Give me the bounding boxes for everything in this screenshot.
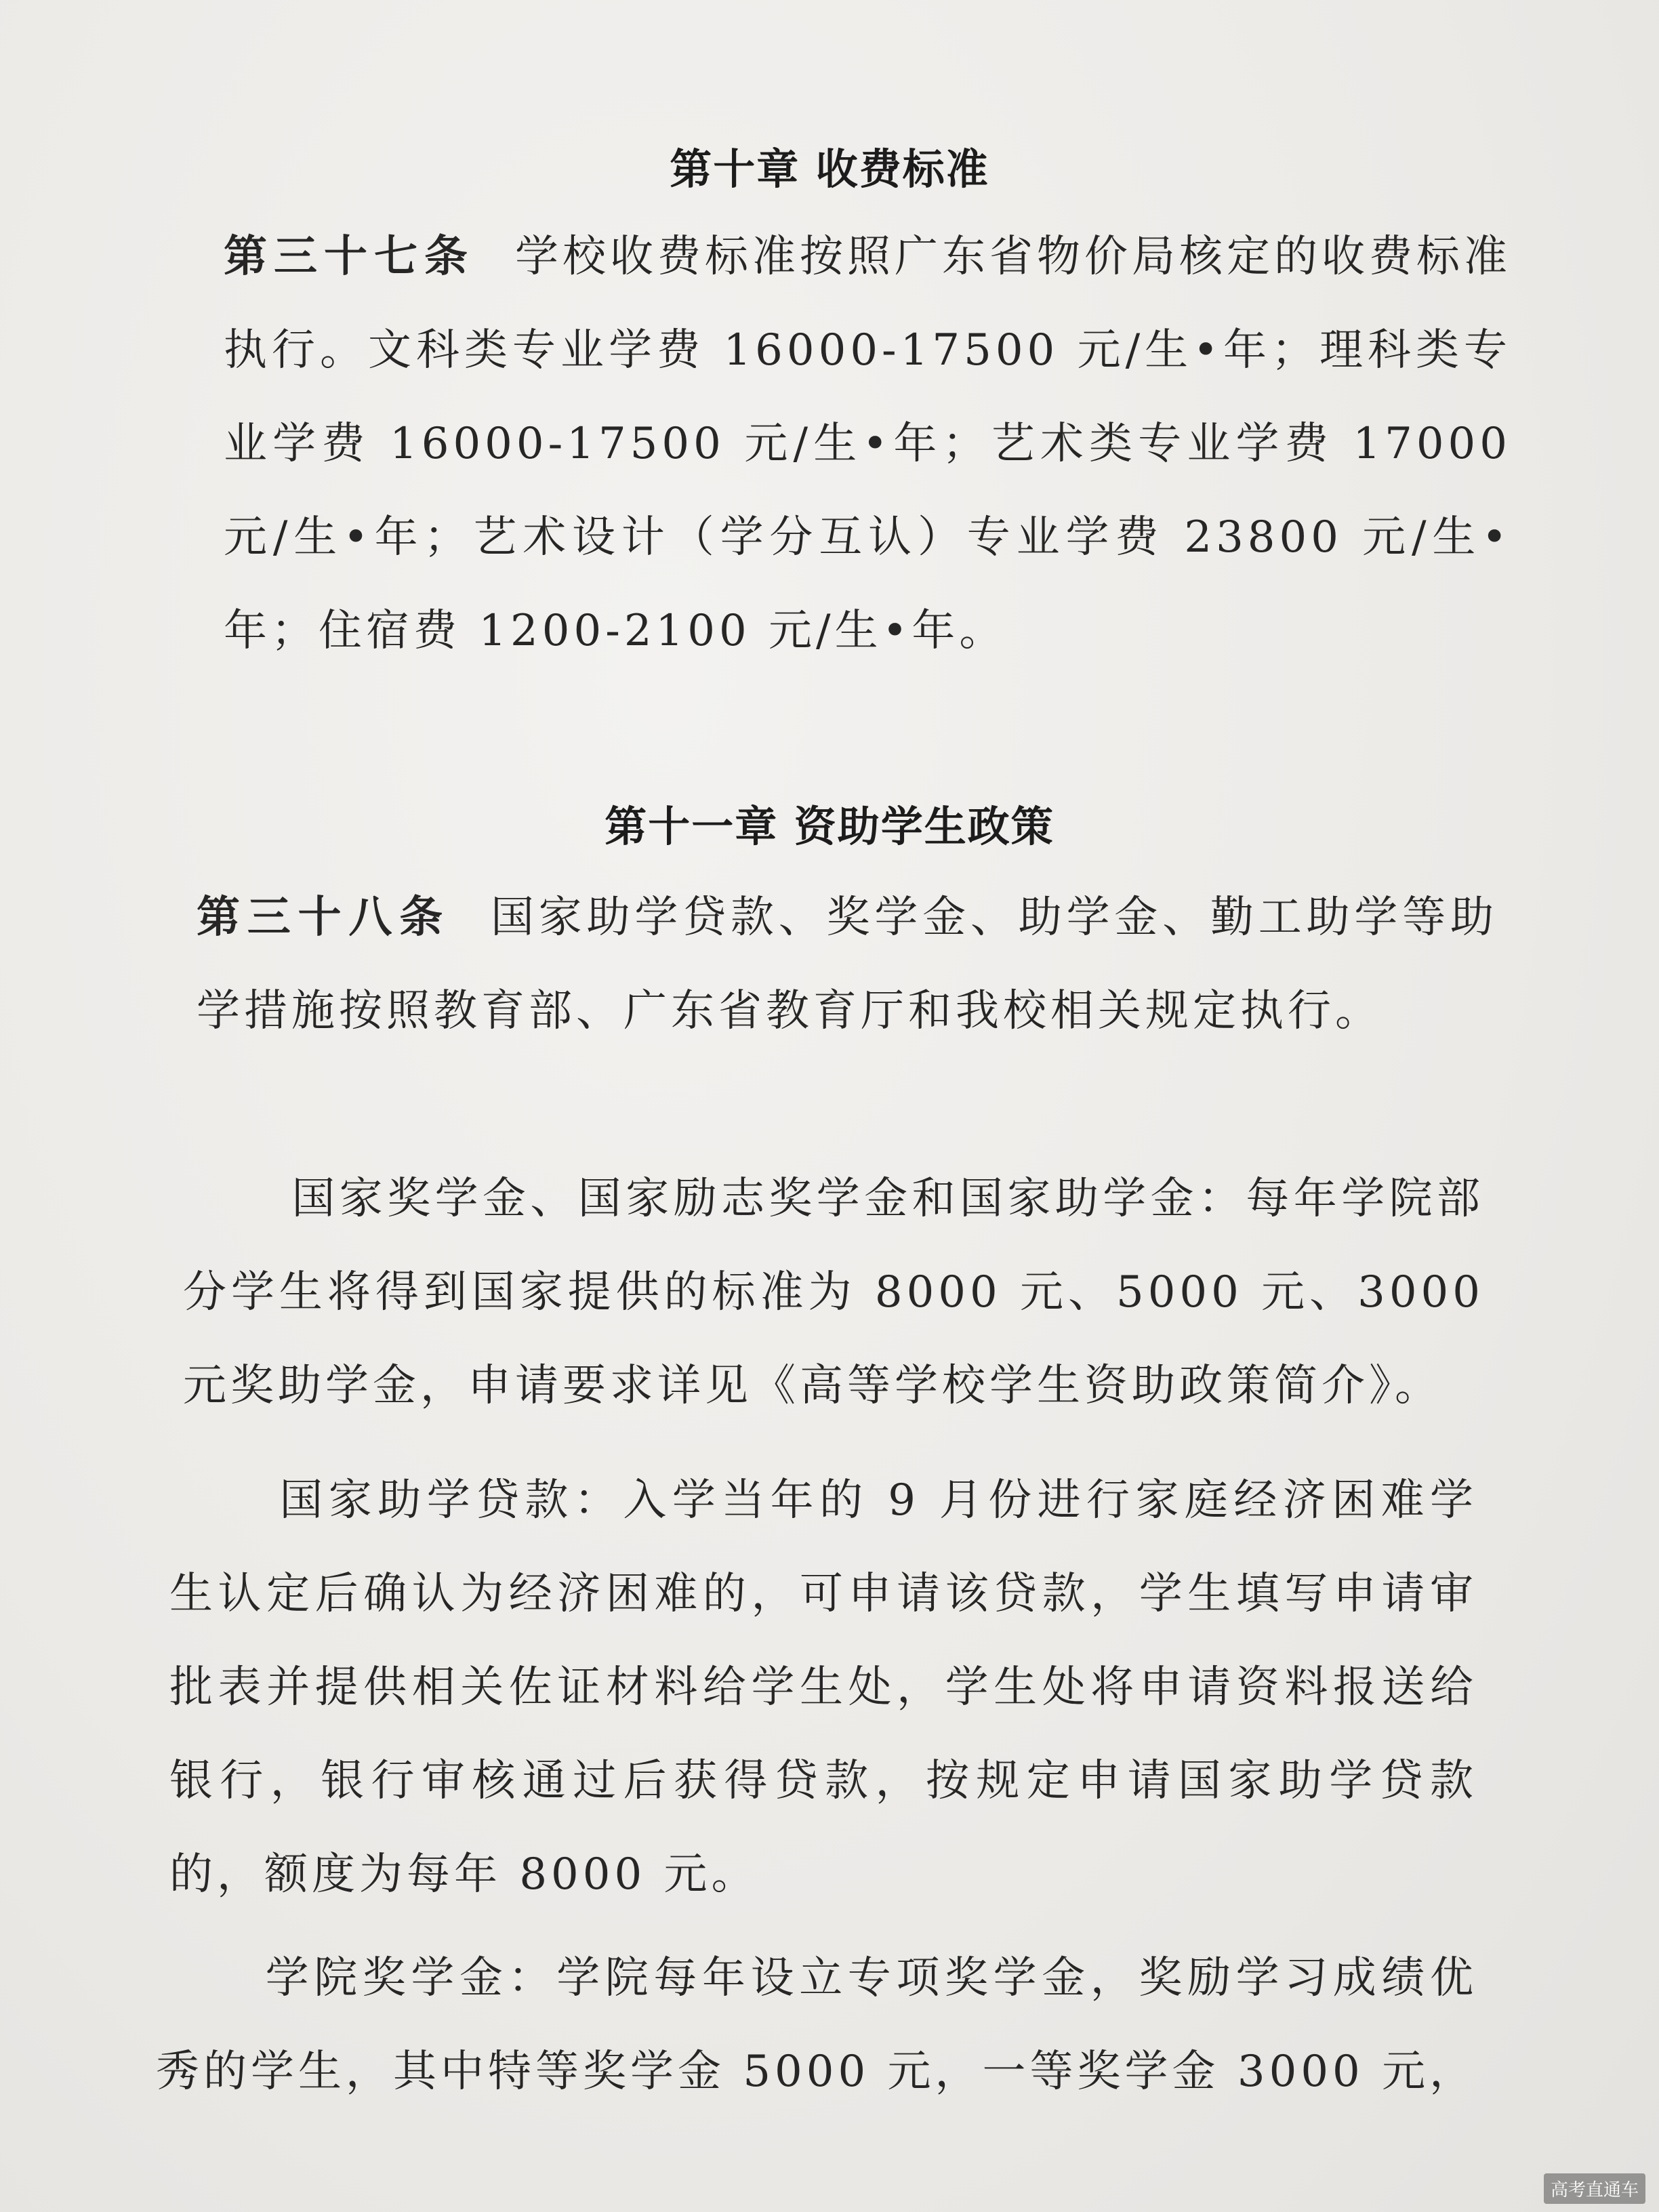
national-scholarship-text: 国家奖学金、国家励志奖学金和国家助学金：每年学院部分学生将得到国家提供的标准为 8000 元、5000 元、3000 元奖助学金，申请要求详见《高等学校学生资助政策简介》。 (183, 1174, 1484, 1411)
chapter-11-title: 第十一章 资助学生政策 (605, 802, 1054, 851)
paragraph-student-loan (169, 1454, 1477, 1921)
article-38 (197, 871, 1498, 1058)
paragraph-national-scholarship (183, 1152, 1484, 1433)
student-loan-text: 国家助学贷款：入学当年的 9 月份进行家庭经济困难学生认定后确认为经济困难的，可申请该贷款，学生填写申请审批表并提供相关佐证材料给学生处，学生处将申请资料报送给银行，银行审核通过后获得贷款，按规定申请国家助学贷款的，额度为每年 8000 元。 (169, 1475, 1477, 1900)
article-37-text: 学校收费标准按照广东省物价局核定的收费标准执行。文科类专业学费 16000-17500 元/生•年；理科类专业学费 16000-17500 元/生•年；艺术类专业学费 17000 元/生•年；艺术设计（学分互认）专业学费 23800 元/生•年；住宿费 1200-2100 元/生•年。 (224, 232, 1511, 656)
chapter-10-title: 第十章 收费标准 (670, 144, 989, 194)
article-38-label: 第三十八条 (197, 893, 450, 943)
article-37 (224, 210, 1511, 678)
article-37-label: 第三十七条 (224, 232, 474, 282)
watermark-label: 高考直通车 (1544, 2173, 1645, 2204)
college-scholarship-text: 学院奖学金：学院每年设立专项奖学金，奖励学习成绩优秀的学生，其中特等奖学金 5000 元，一等奖学金 3000 元， (156, 1953, 1477, 2097)
paragraph-college-scholarship (156, 1931, 1477, 2118)
article-38-text: 国家助学贷款、奖学金、助学金、勤工助学等助学措施按照教育部、广东省教育厅和我校相关规定执行。 (197, 893, 1498, 1036)
